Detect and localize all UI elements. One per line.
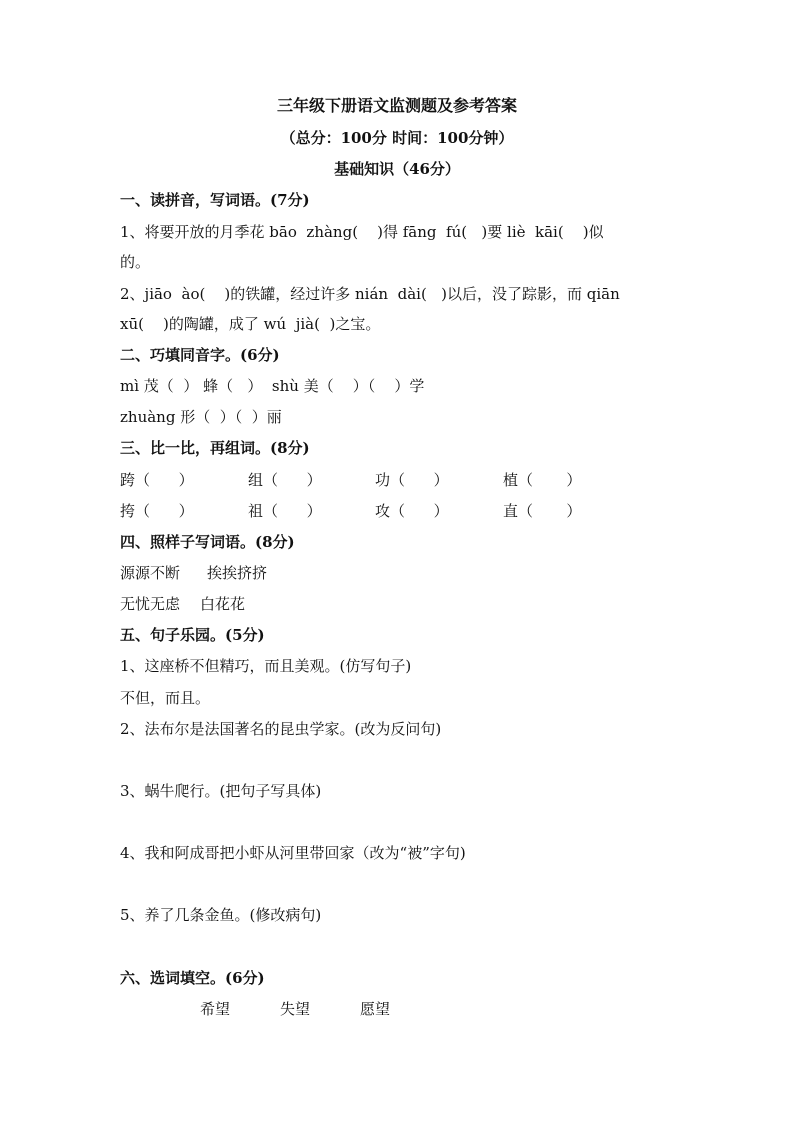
s6-word: 失望: [280, 1000, 311, 1018]
s3-item: 功（ ）: [375, 471, 449, 489]
section-6-heading: 六、选词填空。(6分): [120, 969, 265, 987]
section-4-heading: 四、照样子写词语。(8分): [120, 533, 295, 551]
s4-word: 源源不断: [120, 564, 181, 582]
section-1-heading: 一、读拼音，写词语。(7分): [120, 191, 310, 209]
s3-item: 植（ ）: [503, 471, 582, 489]
s3-item: 祖（ ）: [248, 502, 322, 520]
s3-item: 直（ ）: [503, 502, 582, 520]
s4-word: 挨挨挤挤: [207, 564, 268, 582]
section-2-heading: 二、巧填同音字。(6分): [120, 346, 280, 364]
s5-q1: 1、这座桥不但精巧，而且美观。(仿写句子): [120, 657, 412, 675]
s2-line1: mì 茂（ ） 蜂（ ） shù 美（ ）（ ）学: [120, 377, 425, 395]
s4-word: 无忧无虑: [120, 595, 181, 613]
section-5-heading: 五、句子乐园。(5分): [120, 626, 265, 644]
s5-q1-answer: 不但，而且。: [120, 689, 211, 707]
s5-q5: 5、养了几条金鱼。(修改病句): [120, 906, 322, 924]
s3-item: 跨（ ）: [120, 471, 194, 489]
s5-q4: 4、我和阿成哥把小虾从河里带回家（改为“被”字句): [120, 844, 466, 862]
s3-item: 挎（ ）: [120, 502, 194, 520]
s6-word: 愿望: [360, 1000, 391, 1018]
s1-q2-line1: 2、jiāo ào( )的铁罐，经过许多 nián dài( )以后，没了踪影，而 qiān: [120, 285, 620, 303]
s1-q1-line2: 的。: [120, 253, 151, 271]
s4-word: 白花花: [200, 595, 246, 613]
s3-item: 组（ ）: [248, 471, 322, 489]
s2-line2: zhuàng 形（ ）（ ）丽: [120, 408, 282, 426]
page-title: 三年级下册语文监测题及参考答案: [276, 96, 517, 115]
s6-word: 希望: [200, 1000, 231, 1018]
s1-q2-line2: xū( )的陶罐，成了 wú jià( )之宝。: [120, 315, 381, 333]
s3-item: 攻（ ）: [375, 502, 449, 520]
section-3-heading: 三、比一比，再组词。(8分): [120, 439, 310, 457]
part-heading: 基础知识（46分）: [334, 160, 460, 178]
s5-q2: 2、法布尔是法国著名的昆虫学家。(改为反问句): [120, 720, 442, 738]
s1-q1-line1: 1、将要开放的月季花 bāo zhàng( )得 fāng fú( )要 liè kāi( )似: [120, 223, 604, 241]
score-info: （总分：100分 时间：100分钟）: [280, 129, 514, 147]
s5-q3: 3、蜗牛爬行。(把句子写具体): [120, 782, 322, 800]
